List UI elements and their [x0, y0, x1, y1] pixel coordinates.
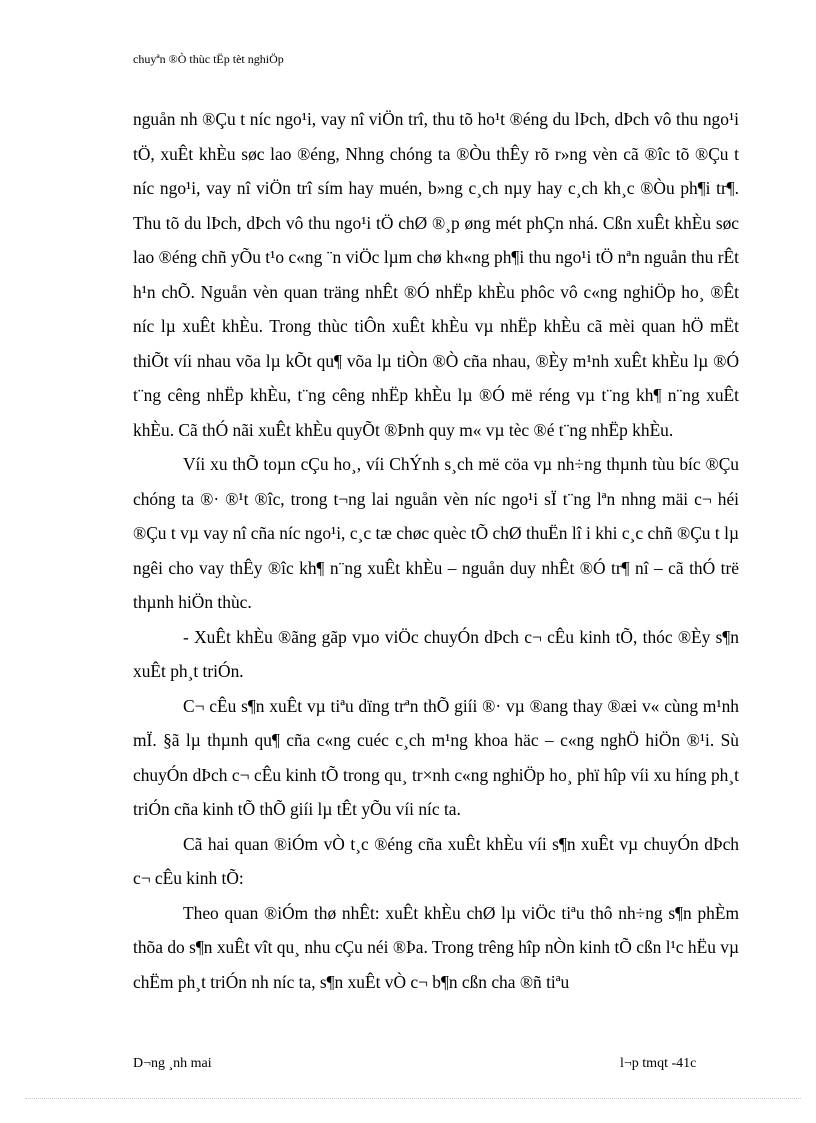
paragraph: Cã hai quan ®iÓm vÒ t¸c ®éng cña xuÊt khÈu víi s¶n xuÊt vµ chuyÓn dÞch c¬ cÊu kinh tÕ: [133, 833, 739, 888]
paragraph: Víi xu thÕ toµn cÇu ho¸, víi ChÝnh s¸ch më cöa vµ nh÷ng thµnh tùu bíc ®Çu chóng ta ®· ®¹t ®îc, trong t¬ng lai nguån vèn níc ngo¹i sÏ t¨ng lªn nhng mäi c¬ héi ®Çu t vµ vay nî cña níc ngo¹i, c¸c tæ chøc quèc tÕ chØ thuËn lî i khi c¸c chñ ®Çu t lµ ngêi cho vay thÊy ®îc kh¶ n¨ng xuÊt khÈu – nguån duy nhÊt ®Ó tr¶ nî – cã thÓ trë thµnh hiÖn thùc. [133, 454, 739, 612]
footer-author: D¬ng ¸nh mai [133, 1056, 212, 1071]
body-text [133, 102, 739, 999]
paragraph: C¬ cÊu s¶n xuÊt vµ tiªu dïng trªn thÕ giíi ®· vµ ®ang thay ®æi v« cùng m¹nh mÏ. §ã lµ thµnh qu¶ cña c«ng cuéc c¸ch m¹ng khoa häc – c«ng nghÖ hiÖn ®¹i. Sù chuyÓn dÞch c¬ cÊu kinh tÕ trong qu¸ tr×nh c«ng nghiÖp ho¸ phï hîp víi xu híng ph¸t triÓn cña kinh tÕ thÕ giíi lµ tÊt yÕu víi níc ta. [133, 695, 739, 819]
footer-class: l¬p tmqt -41c [620, 1056, 697, 1071]
paragraph: Theo quan ®iÓm thø nhÊt: xuÊt khÈu chØ lµ viÖc tiªu thô nh÷ng s¶n phÈm thõa do s¶n xuÊt vît qu¸ nhu cÇu néi ®Þa. Trong trêng hîp nÒn kinh tÕ cßn l¹c hËu vµ chËm ph¸t triÓn nh níc ta, s¶n xuÊt vÒ c¬ b¶n cßn cha ®ñ tiªu [133, 902, 739, 992]
paragraph: nguån nh ®Çu t níc ngo¹i, vay nî viÖn trî, thu tõ ho¹t ®éng du lÞch, dÞch vô thu ngo¹i tÖ, xuÊt khÈu søc lao ®éng, Nhng chóng ta ®Òu thÊy rõ r»ng vèn cã ®îc tõ ®Çu t níc ngo¹i, vay nî viÖn trî sím hay muén, b»ng c¸ch nµy hay c¸ch kh¸c ®Òu ph¶i tr¶. Thu tõ du lÞch, dÞch vô thu ngo¹i tÖ chØ ®¸p øng mét phÇn nhá. Cßn xuÊt khÈu søc lao ®éng chñ yÕu t¹o c«ng ¨n viÖc lµm chø kh«ng ph¶i thu ngo¹i tÖ nªn nguån thu rÊt h¹n chÕ. Nguån vèn quan träng nhÊt ®Ó nhËp khÈu phôc vô c«ng nghiÖp ho¸ ®Êt níc lµ xuÊt khÈu. Trong thùc tiÔn xuÊt khÈu vµ nhËp khÈu cã mèi quan hÖ mËt thiÕt víi nhau võa lµ kÕt qu¶ võa lµ tiÒn ®Ò cña nhau, ®Èy m¹nh xuÊt khÈu lµ ®Ó t¨ng cêng nhËp khÈu, t¨ng cêng nhËp khÈu lµ ®Ó më réng vµ t¨ng kh¶ n¨ng xuÊt khÈu. Cã thÓ nãi xuÊt khÈu quyÕt ®Þnh quy m« vµ tèc ®é t¨ng nhËp khÈu. [133, 109, 739, 440]
paragraph: - XuÊt khÈu ®ãng gãp vµo viÖc chuyÓn dÞch c¬ cÊu kinh tÕ, thóc ®Èy s¶n xuÊt ph¸t triÓn. [133, 626, 739, 681]
page-bottom-divider [25, 1098, 801, 1099]
page-header: chuyªn ®Ò thùc tËp tèt nghiÖp [133, 52, 284, 66]
